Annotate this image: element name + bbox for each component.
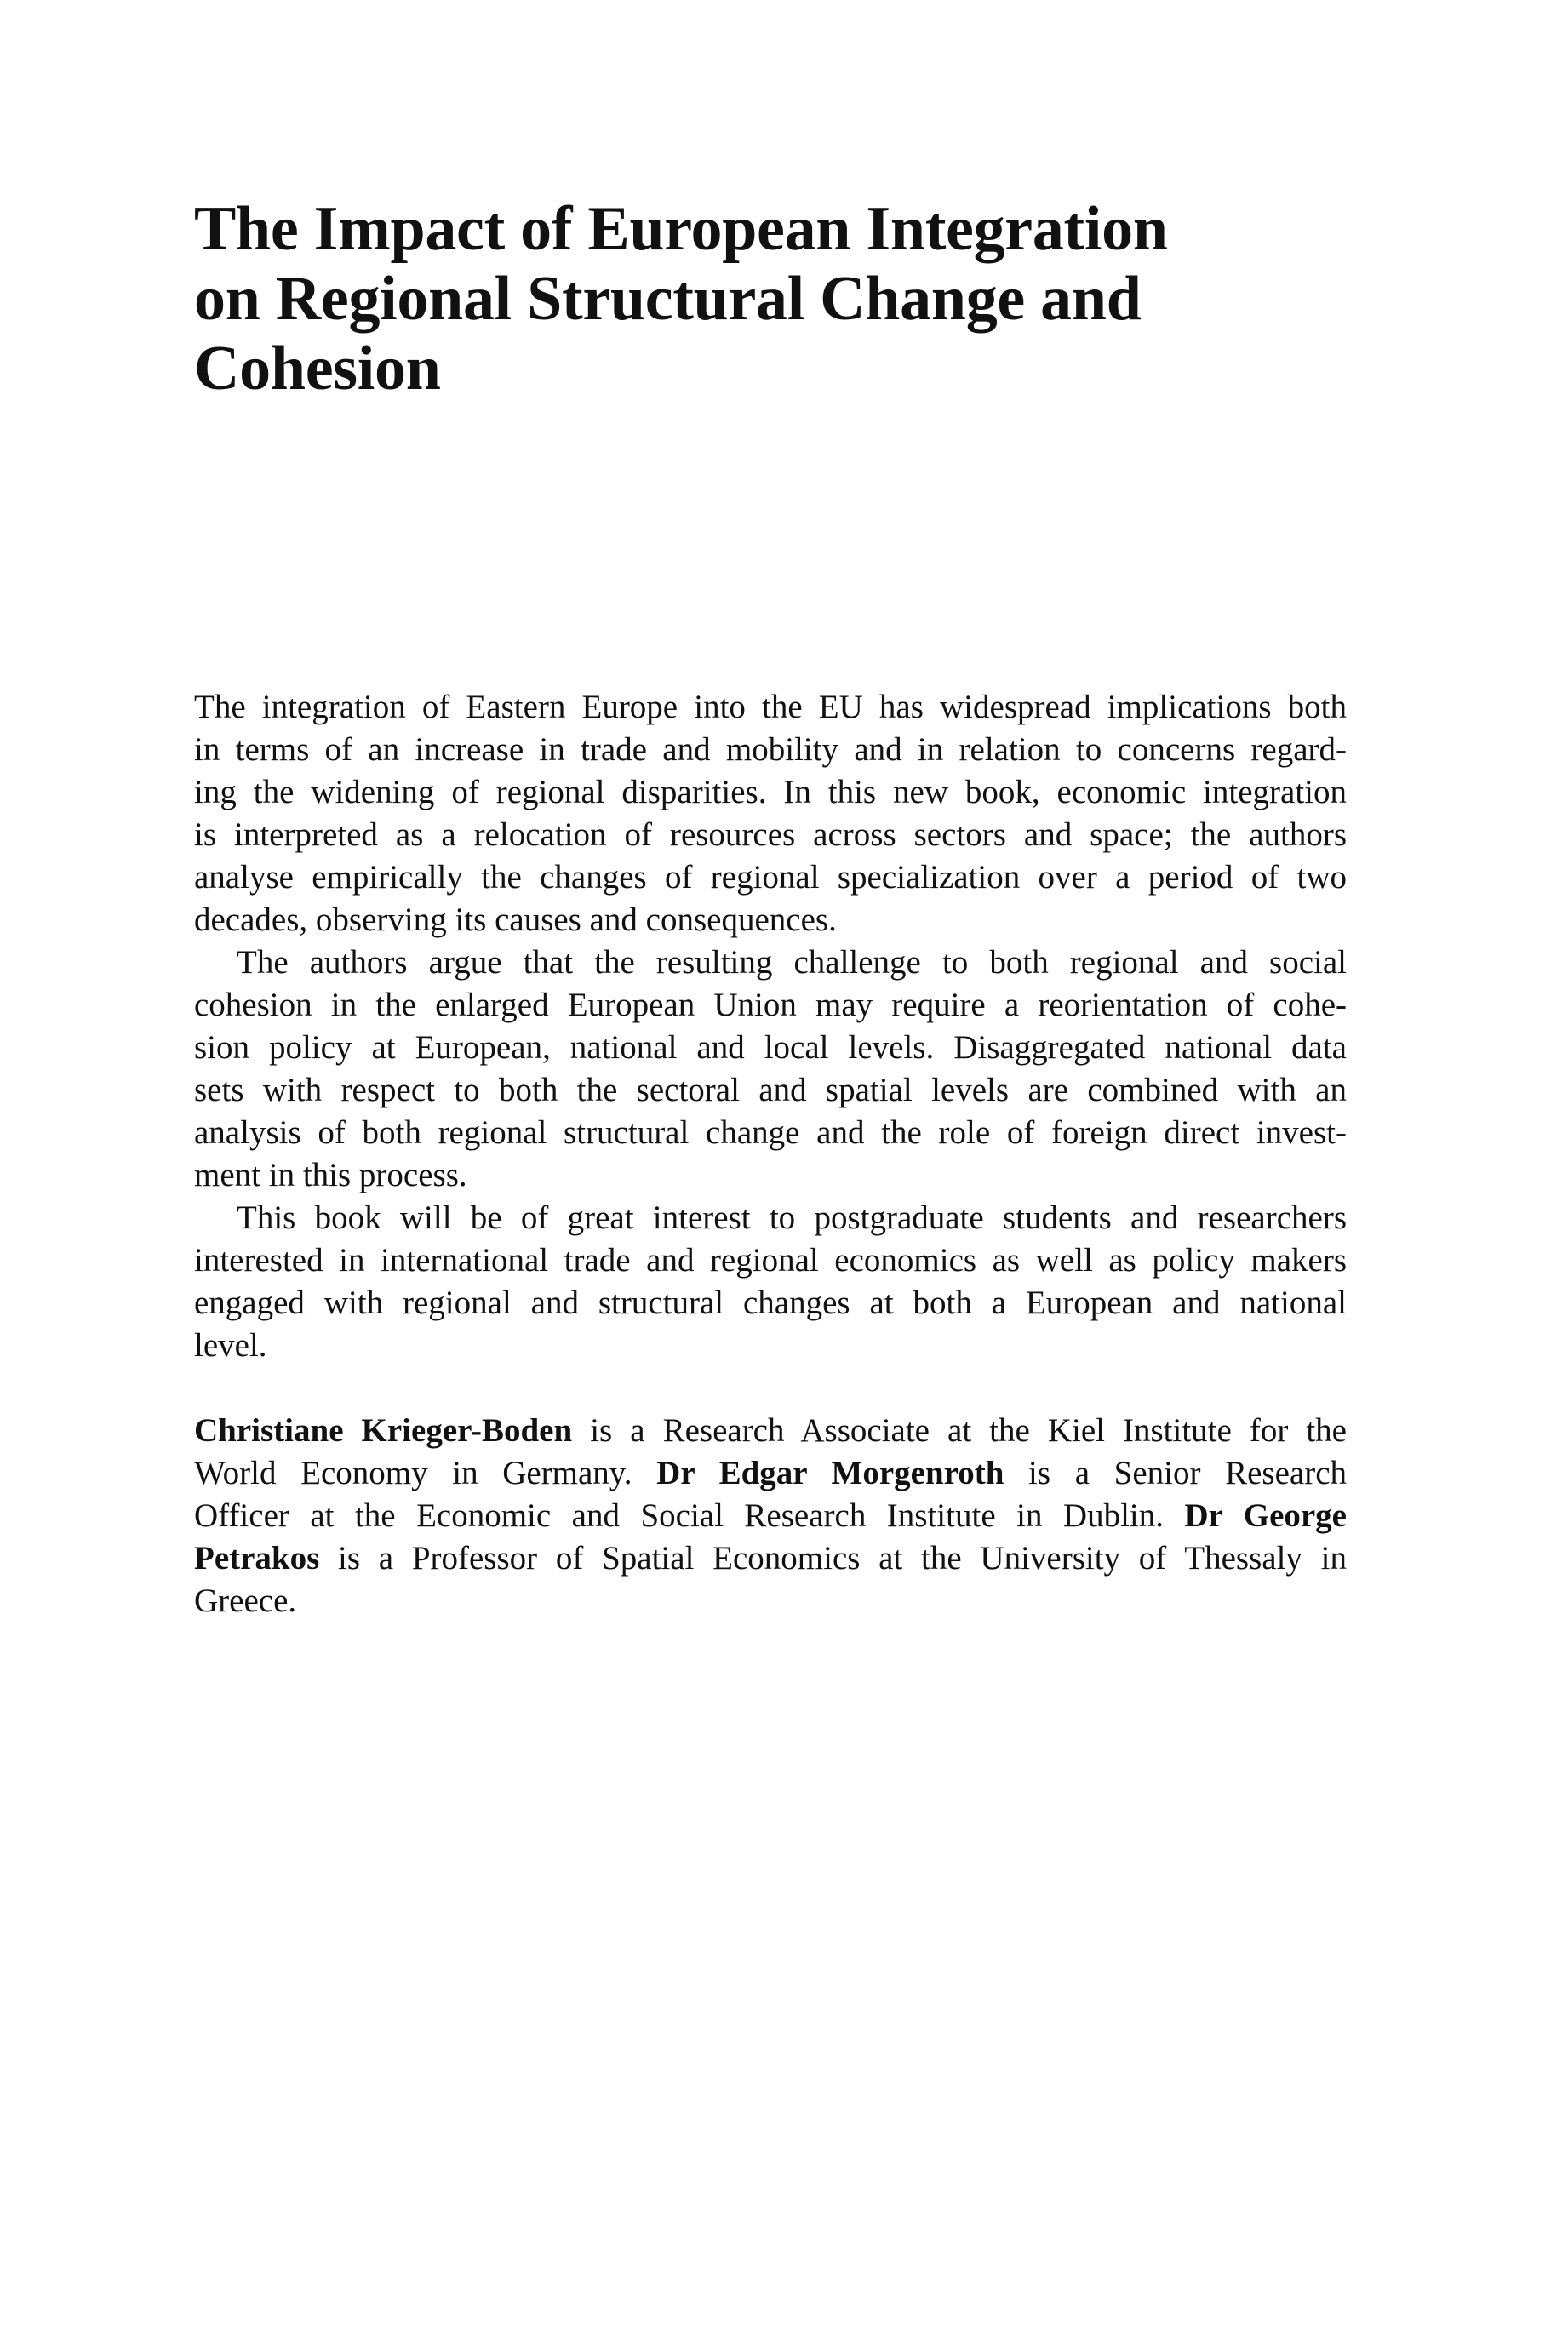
author-line — [194, 1452, 1347, 1495]
author-name: Petrakos — [194, 1540, 320, 1577]
summary-line: analyse empirically the changes of regional specialization over a period of two — [194, 859, 1347, 896]
author-line — [194, 1410, 1347, 1452]
summary-line: ment in this process. — [194, 1157, 467, 1193]
summary-line: The integration of Eastern Europe into the EU has widespread implications both — [194, 689, 1347, 725]
author-description: is a Senior Research — [1004, 1455, 1348, 1491]
author-description: is a Professor of Spatial Economics at the University of Thessaly in — [319, 1540, 1347, 1577]
summary-line: ing the widening of regional disparities. In this new book, economic integration — [194, 774, 1347, 810]
title-line-1: The Impact of European Integration — [194, 194, 1168, 264]
author-line — [194, 1495, 1347, 1537]
summary-line: analysis of both regional structural change and the role of foreign direct invest- — [194, 1114, 1347, 1151]
author-line — [194, 1537, 1347, 1580]
book-description — [194, 686, 1347, 1622]
paragraph-gap — [194, 1367, 1347, 1410]
author-description: Officer at the Economic and Social Research Institute in Dublin. — [194, 1497, 1185, 1534]
summary-line: interested in international trade and regional economics as well as policy makers — [194, 1242, 1347, 1279]
author-line: Greece. — [194, 1582, 297, 1619]
page-title — [194, 194, 1386, 403]
summary-line: in terms of an increase in trade and mobility and in relation to concerns regard- — [194, 731, 1347, 768]
summary-paragraph-3 — [194, 1197, 1347, 1367]
summary-line: sion policy at European, national and local levels. Disaggregated national data — [194, 1029, 1347, 1066]
summary-line: engaged with regional and structural changes at both a European and national — [194, 1285, 1347, 1321]
summary-line: sets with respect to both the sectoral and spatial levels are combined with an — [194, 1072, 1347, 1108]
author-name: Dr George — [1184, 1497, 1347, 1534]
summary-line: cohesion in the enlarged European Union may require a reorientation of cohe- — [194, 987, 1347, 1023]
author-name: Christiane Krieger-Boden — [194, 1412, 573, 1449]
author-description: is a Research Associate at the Kiel Institute for the — [572, 1412, 1347, 1449]
author-name: Dr Edgar Morgenroth — [656, 1455, 1004, 1491]
title-line-3: Cohesion — [194, 334, 441, 403]
summary-paragraph-2 — [194, 941, 1347, 1197]
summary-line: is interpreted as a relocation of resources across sectors and space; the authors — [194, 816, 1347, 853]
summary-line: level. — [194, 1327, 267, 1364]
author-bios — [194, 1410, 1347, 1622]
title-line-2: on Regional Structural Change and — [194, 264, 1142, 334]
summary-line: decades, observing its causes and consequences. — [194, 901, 837, 938]
summary-line: This book will be of great interest to postgraduate students and researchers — [237, 1199, 1347, 1236]
author-description: World Economy in Germany. — [194, 1455, 657, 1491]
summary-paragraph-1 — [194, 686, 1347, 941]
summary-line: The authors argue that the resulting challenge to both regional and social — [237, 944, 1347, 981]
